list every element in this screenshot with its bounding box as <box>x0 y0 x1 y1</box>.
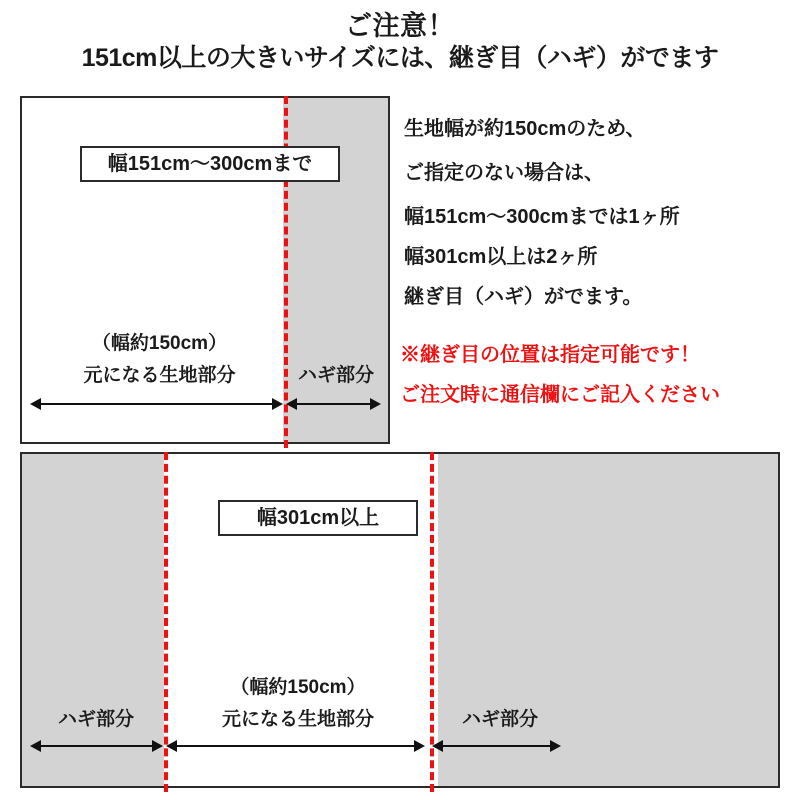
seam-area-shading-right <box>438 454 778 786</box>
diagram1-seam-caption: ハギ部分 <box>297 365 374 386</box>
diagram2-seam-left-arrow-head-left <box>30 740 41 752</box>
diagram1-size-label: 幅151cm〜300cmまで <box>80 146 340 182</box>
diagram2-base-width-caption: （幅約150cm） <box>230 677 366 698</box>
note-red-line-2: ご注文時に通信欄にご記入ください <box>400 384 720 406</box>
diagram2-seam-right-arrow-head-left <box>432 740 443 752</box>
diagram2-size-label: 幅301cm以上 <box>218 500 418 536</box>
diagram1-base-fabric-caption: 元になる生地部分 <box>83 365 236 386</box>
diagram2-base-fabric-caption: 元になる生地部分 <box>221 709 374 730</box>
note-line-2: ご指定のない場合は、 <box>404 162 604 184</box>
diagram1-base-width-caption: （幅約150cm） <box>91 333 228 354</box>
page-subtitle: 151cm以上の大きいサイズには、継ぎ目（ハギ）がでます <box>81 44 719 72</box>
diagram1-base-arrow-line <box>36 403 280 405</box>
diagram1-seam-arrow-line <box>292 403 376 405</box>
diagram2-base-arrow-line <box>172 745 422 747</box>
note-line-3: 幅151cm〜300cmまでは1ヶ所 <box>404 206 680 228</box>
diagram2-seam-left-arrow-line <box>36 745 160 747</box>
diagram2-base-arrow-head-left <box>166 740 177 752</box>
diagram1-seam-arrow-head-left <box>286 398 297 410</box>
note-line-5: 継ぎ目（ハギ）がでます。 <box>404 286 643 308</box>
page-title: ご注意！ <box>345 11 455 41</box>
diagram2-base-arrow-head-right <box>414 740 425 752</box>
diagram2-seam-left-arrow-head-right <box>152 740 163 752</box>
diagram2-seam-caption-right: ハギ部分 <box>461 709 538 730</box>
note-line-1: 生地幅が約150cmのため、 <box>404 118 646 140</box>
seam-area-shading-left <box>22 454 164 786</box>
diagram1-base-arrow-head-left <box>30 398 41 410</box>
diagram1-base-arrow-head-right <box>272 398 283 410</box>
diagram2-seam-right-arrow-head-right <box>550 740 561 752</box>
diagram2-seam-right-arrow-line <box>438 745 558 747</box>
diagram1-seam-arrow-head-right <box>370 398 381 410</box>
diagram-151-300 <box>20 96 390 444</box>
note-red-line-1: ※継ぎ目の位置は指定可能です！ <box>400 344 700 366</box>
note-line-4: 幅301cm以上は2ヶ所 <box>404 246 598 268</box>
diagram2-seam-caption-left: ハギ部分 <box>57 709 134 730</box>
diagram-301-plus <box>20 452 780 788</box>
